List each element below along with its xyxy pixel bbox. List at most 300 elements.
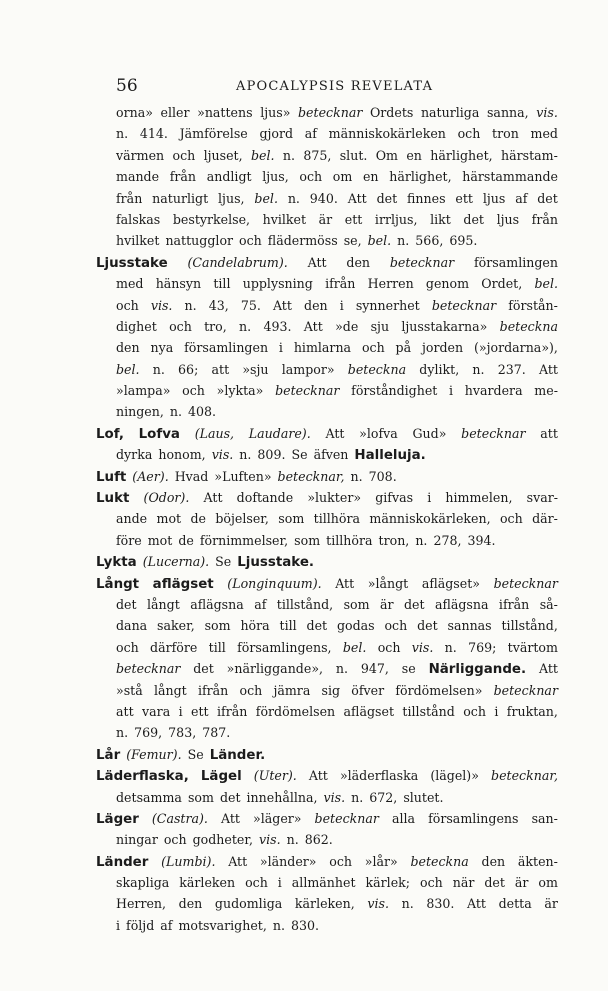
- word: förståndighet: [351, 383, 438, 399]
- word: och: [463, 703, 486, 719]
- word: finnes: [407, 190, 446, 206]
- italic-word: betecknar: [116, 661, 181, 677]
- word: Se: [187, 746, 204, 762]
- italic-word: bel.: [116, 361, 140, 377]
- word: Att: [307, 254, 327, 270]
- entry-headword-line: [96, 551, 558, 572]
- word: till: [279, 618, 297, 634]
- word: »nattens: [197, 105, 253, 120]
- word: Hvad: [174, 468, 209, 484]
- word: ningar: [116, 832, 158, 848]
- word: n.: [286, 832, 299, 848]
- text-line: [96, 787, 558, 808]
- word: tron: [492, 126, 519, 142]
- italic-word: (Odor).: [143, 490, 190, 506]
- word: »lykta»: [216, 383, 264, 399]
- word: aflägset»: [421, 575, 480, 591]
- text-line: [96, 380, 558, 401]
- text-line: [96, 188, 558, 209]
- word: 414.: [139, 126, 168, 142]
- word: ljus: [482, 190, 506, 206]
- italic-word: Laudare).: [248, 425, 311, 441]
- word: och: [384, 618, 408, 634]
- word: 875,: [303, 147, 332, 163]
- word: gjord: [259, 126, 294, 142]
- text-line: [96, 359, 558, 380]
- italic-word: (Longinquum).: [227, 575, 322, 591]
- italic-word: (Femur).: [126, 746, 182, 762]
- word: »lukter»: [307, 490, 362, 506]
- word: det: [306, 618, 328, 634]
- word: Att: [308, 768, 328, 784]
- word: om: [538, 875, 558, 891]
- italic-word: vis.: [323, 789, 346, 805]
- word: höra: [240, 618, 270, 634]
- word: svar-: [526, 490, 558, 506]
- italic-word: vis.: [411, 639, 434, 655]
- word: det: [484, 875, 505, 891]
- word: Att: [303, 318, 323, 334]
- italic-word: betecknar: [298, 105, 363, 120]
- word: fruktan,: [506, 703, 558, 719]
- entry-headword-line: [96, 808, 558, 829]
- word: Om: [375, 147, 399, 163]
- word: före: [116, 532, 142, 548]
- word: och: [329, 853, 352, 869]
- word: böjelser,: [215, 511, 269, 527]
- word: n.: [335, 661, 349, 677]
- italic-word: vis.: [367, 896, 389, 912]
- word: Se: [215, 554, 232, 570]
- italic-word: (Lucerna).: [142, 554, 210, 570]
- word: n.: [116, 126, 129, 142]
- word: n.: [282, 147, 295, 163]
- word: ljus: [496, 211, 520, 227]
- word: irrljus,: [374, 211, 418, 227]
- word: aflägsna: [190, 596, 244, 612]
- word: 787.: [202, 725, 231, 741]
- word: slutet.: [403, 789, 444, 805]
- word: där-: [532, 511, 558, 527]
- word: tillhöra: [326, 532, 373, 548]
- word: en: [406, 147, 422, 163]
- word: kärleken: [179, 875, 236, 891]
- italic-word: betecknar,: [491, 768, 558, 784]
- word: och: [361, 340, 385, 356]
- word: de: [178, 532, 194, 548]
- word: från: [116, 190, 143, 206]
- word: synnerhet: [355, 297, 420, 313]
- text-line: [96, 123, 558, 144]
- entry-headword-line: [96, 252, 558, 273]
- word: eller: [160, 105, 190, 120]
- word: Att: [538, 661, 558, 677]
- word: Ordets: [369, 105, 414, 120]
- word: fördömelsen: [255, 703, 336, 719]
- word: och: [299, 169, 323, 185]
- word: på: [395, 340, 412, 356]
- word: af: [160, 917, 173, 933]
- text-line: [96, 230, 558, 251]
- word: Att: [272, 297, 292, 313]
- word: (lägel)»: [430, 768, 479, 784]
- italic-word: bel.: [254, 190, 278, 206]
- word: församlingen: [184, 340, 269, 356]
- text-line: [96, 166, 558, 187]
- word: öfver: [351, 682, 385, 698]
- word: hänsyn: [155, 276, 202, 292]
- word: allmänhet: [291, 875, 356, 891]
- word: »lår»: [364, 853, 398, 869]
- word: som: [278, 511, 305, 527]
- word: 830.: [426, 896, 455, 912]
- word: andligt: [206, 169, 252, 185]
- word: dyrka: [116, 447, 153, 463]
- word: n.: [444, 639, 457, 655]
- text-line: [96, 530, 558, 551]
- word: n.: [116, 725, 129, 741]
- word: Att: [335, 575, 355, 591]
- word: detta: [498, 896, 532, 912]
- word: äfven: [313, 447, 349, 463]
- word: saker,: [157, 618, 195, 634]
- word: (»jordarna»),: [473, 340, 558, 356]
- headword: Lof,: [96, 426, 124, 442]
- word: honom,: [158, 447, 206, 463]
- italic-word: bel.: [367, 233, 392, 249]
- word: det: [537, 190, 558, 206]
- word: 237.: [497, 361, 526, 377]
- word: 809.: [257, 447, 286, 463]
- page-header: [0, 76, 608, 100]
- text-line: [96, 701, 558, 722]
- word: som: [187, 789, 214, 805]
- word: 408.: [188, 404, 217, 420]
- text-line: [96, 680, 558, 701]
- word: naturliga: [420, 105, 480, 120]
- italic-word: bel.: [250, 147, 275, 163]
- word: san-: [531, 810, 558, 826]
- entry-headword-line: [96, 423, 558, 444]
- word: det: [403, 596, 425, 612]
- word: och: [420, 875, 443, 891]
- word: 862.: [304, 832, 333, 848]
- word: är: [544, 896, 558, 912]
- word: af: [254, 596, 267, 612]
- text-line: [96, 273, 558, 294]
- word: församlingens: [428, 810, 519, 826]
- word: ningen,: [116, 404, 164, 420]
- word: flädermöss: [267, 233, 338, 249]
- word: jämra: [273, 682, 311, 698]
- word: se,: [343, 233, 362, 249]
- word: är: [379, 596, 394, 612]
- word: ljus»: [260, 105, 291, 120]
- entry-headword-line: [96, 466, 558, 487]
- word: ifrån: [197, 682, 229, 698]
- word: 695.: [449, 233, 478, 249]
- word: vara: [142, 703, 171, 719]
- headword: aflägset: [152, 576, 214, 592]
- italic-word: betecknar: [493, 575, 558, 591]
- italic-word: bel.: [534, 276, 558, 292]
- headword: Närliggande.: [428, 662, 527, 678]
- word: orna»: [116, 105, 153, 120]
- headword: Läger: [96, 811, 139, 827]
- word: som: [204, 618, 231, 634]
- word: tillstånd,: [501, 618, 558, 634]
- word: den: [178, 896, 203, 912]
- word: det: [417, 618, 438, 634]
- word: tillstånd,: [276, 596, 334, 612]
- italic-word: betecknar: [389, 254, 455, 270]
- word: den: [481, 853, 506, 869]
- word: det: [376, 190, 398, 206]
- text-line: [96, 615, 558, 636]
- italic-word: betecknar: [493, 682, 558, 698]
- headword: Långt: [96, 576, 140, 592]
- word: och: [163, 832, 187, 848]
- word: detsamma: [116, 789, 182, 805]
- word: af: [304, 126, 317, 142]
- word: »läger»: [253, 810, 302, 826]
- word: n.: [152, 361, 165, 377]
- word: tro,: [204, 318, 227, 334]
- text-line: [96, 444, 558, 465]
- word: 43,: [208, 297, 229, 313]
- italic-word: (Aer).: [132, 468, 169, 484]
- word: 394.: [467, 532, 496, 548]
- word: i: [116, 917, 121, 933]
- text-line: [96, 893, 558, 914]
- word: n.: [472, 361, 485, 377]
- italic-word: beteckna: [347, 361, 407, 377]
- word: och: [239, 233, 262, 249]
- word: och: [172, 147, 196, 163]
- word: n.: [272, 917, 285, 933]
- word: som: [343, 596, 370, 612]
- headword: Länder.: [209, 747, 266, 763]
- word: i: [339, 297, 344, 313]
- word: med: [530, 126, 558, 142]
- word: gudomliga: [214, 896, 283, 912]
- word: det: [219, 789, 241, 805]
- entry-headword-line: [96, 573, 558, 594]
- word: dana: [116, 618, 148, 634]
- word: 66;: [178, 361, 199, 377]
- word: naturligt: [152, 190, 209, 206]
- word: ljus,: [218, 190, 245, 206]
- word: sju: [370, 318, 390, 334]
- text-line: [96, 508, 558, 529]
- italic-word: vis.: [211, 447, 234, 463]
- word: fördömelsen»: [395, 682, 483, 698]
- word: långt: [147, 596, 180, 612]
- word: från: [169, 169, 197, 185]
- word: sanna,: [486, 105, 529, 120]
- word: i: [494, 703, 499, 719]
- word: aflägsna: [434, 596, 489, 612]
- word: tron,: [378, 532, 410, 548]
- word: n.: [287, 190, 300, 206]
- word: gifvas: [375, 490, 414, 506]
- word: så-: [539, 596, 558, 612]
- headword: Halleluja.: [354, 448, 426, 464]
- italic-word: betecknar: [275, 383, 340, 399]
- word: n.: [239, 447, 252, 463]
- word: skapliga: [116, 875, 170, 891]
- word: aflägset: [343, 703, 395, 719]
- italic-word: betecknar: [314, 810, 379, 826]
- word: den: [346, 254, 371, 270]
- word: ljusstakarna»: [401, 318, 488, 334]
- word: därföre: [150, 639, 198, 655]
- headword: Lukt: [96, 491, 130, 507]
- word: se: [401, 661, 416, 677]
- word: ifrån: [325, 276, 356, 292]
- text-line: [96, 102, 558, 123]
- word: med: [116, 276, 144, 292]
- word: falskas: [116, 211, 161, 227]
- word: i: [427, 490, 432, 506]
- italic-word: (Castra).: [151, 810, 208, 826]
- running-title: APOCALYPSIS REVELATA: [236, 79, 434, 94]
- entry-headword-line: [96, 487, 558, 508]
- word: ett: [191, 703, 209, 719]
- word: mande: [116, 169, 160, 185]
- word: äkten-: [517, 853, 558, 869]
- word: ett: [344, 211, 363, 227]
- word: »läderflaska: [339, 768, 419, 784]
- word: n.: [350, 468, 363, 484]
- word: 493.: [263, 318, 292, 334]
- word: godheter,: [192, 832, 254, 848]
- word: dighet: [116, 318, 157, 334]
- word: och: [499, 511, 523, 527]
- word: att: [540, 425, 558, 441]
- word: himmelen,: [445, 490, 513, 506]
- word: kärleken,: [294, 896, 355, 912]
- word: härlighet,: [389, 169, 452, 185]
- word: n.: [239, 318, 252, 334]
- word: likt: [430, 211, 451, 227]
- word: Herren: [367, 276, 414, 292]
- text-line: [96, 722, 558, 743]
- italic-word: (Laus,: [194, 425, 235, 441]
- word: härlighet,: [430, 147, 493, 163]
- word: bestyrkelse,: [172, 211, 251, 227]
- word: församlingens,: [237, 639, 332, 655]
- word: och: [182, 383, 205, 399]
- word: och: [457, 126, 481, 142]
- word: 75.: [240, 297, 261, 313]
- word: himlarna: [293, 340, 352, 356]
- word: doftande: [236, 490, 294, 506]
- word: Herren,: [116, 896, 167, 912]
- word: i: [178, 703, 183, 719]
- word: »länder»: [259, 853, 317, 869]
- text-line: [96, 637, 558, 658]
- word: de: [190, 511, 206, 527]
- word: »de: [335, 318, 359, 334]
- word: förnimmelser,: [199, 532, 289, 548]
- italic-word: (Lumbi).: [161, 853, 216, 869]
- italic-word: beteckna: [499, 318, 558, 334]
- word: följd: [126, 917, 155, 933]
- italic-word: bel.: [342, 639, 367, 655]
- italic-word: betecknar: [431, 297, 497, 313]
- text-line: [96, 829, 558, 850]
- page-number: 56: [116, 76, 138, 96]
- word: ljuset,: [203, 147, 243, 163]
- italic-word: betecknar: [461, 425, 526, 441]
- word: tillhöra: [313, 511, 361, 527]
- word: och: [239, 682, 263, 698]
- word: godas: [336, 618, 375, 634]
- word: 783,: [168, 725, 197, 741]
- word: alla: [391, 810, 416, 826]
- page-body: [96, 102, 558, 936]
- italic-word: (Uter).: [253, 768, 297, 784]
- word: som: [294, 532, 321, 548]
- word: en: [362, 169, 379, 185]
- word: lampor»: [281, 361, 335, 377]
- entry-headword-line: [96, 851, 558, 872]
- headword: Ljusstake.: [237, 555, 314, 571]
- word: i: [449, 383, 454, 399]
- word: ifrån: [498, 596, 530, 612]
- headword: Lägel: [200, 769, 242, 785]
- word: hvilket: [116, 233, 160, 249]
- headword: Länder: [96, 854, 149, 870]
- word: Att: [466, 896, 486, 912]
- word: mot: [147, 532, 173, 548]
- text-line: [96, 337, 558, 358]
- word: jorden: [421, 340, 464, 356]
- word: 830.: [291, 917, 320, 933]
- word: hvilket: [262, 211, 307, 227]
- word: 947,: [360, 661, 389, 677]
- word: Att: [538, 361, 558, 377]
- word: 769,: [134, 725, 163, 741]
- word: n.: [169, 404, 183, 420]
- word: församlingen: [474, 254, 558, 270]
- word: om: [332, 169, 353, 185]
- word: Jämförelse: [179, 126, 248, 142]
- word: tvärtom: [507, 639, 558, 655]
- word: »lampa»: [116, 383, 171, 399]
- word: hvardera: [464, 383, 523, 399]
- text-line: [96, 145, 558, 166]
- italic-word: vis.: [259, 832, 281, 848]
- word: människokärleken: [328, 126, 446, 142]
- word: Ordet,: [481, 276, 523, 292]
- word: »sju: [242, 361, 269, 377]
- headword: Ljusstake: [96, 255, 168, 271]
- word: ett: [455, 190, 473, 206]
- word: det: [463, 211, 484, 227]
- word: och: [245, 875, 268, 891]
- word: Att: [228, 853, 248, 869]
- word: af: [515, 190, 528, 206]
- word: förstån-: [508, 297, 558, 313]
- word: ande: [116, 511, 148, 527]
- text-line: [96, 316, 558, 337]
- word: n.: [401, 896, 414, 912]
- word: n.: [351, 789, 364, 805]
- word: »närliggande»,: [226, 661, 324, 677]
- word: tillstånd: [402, 703, 455, 719]
